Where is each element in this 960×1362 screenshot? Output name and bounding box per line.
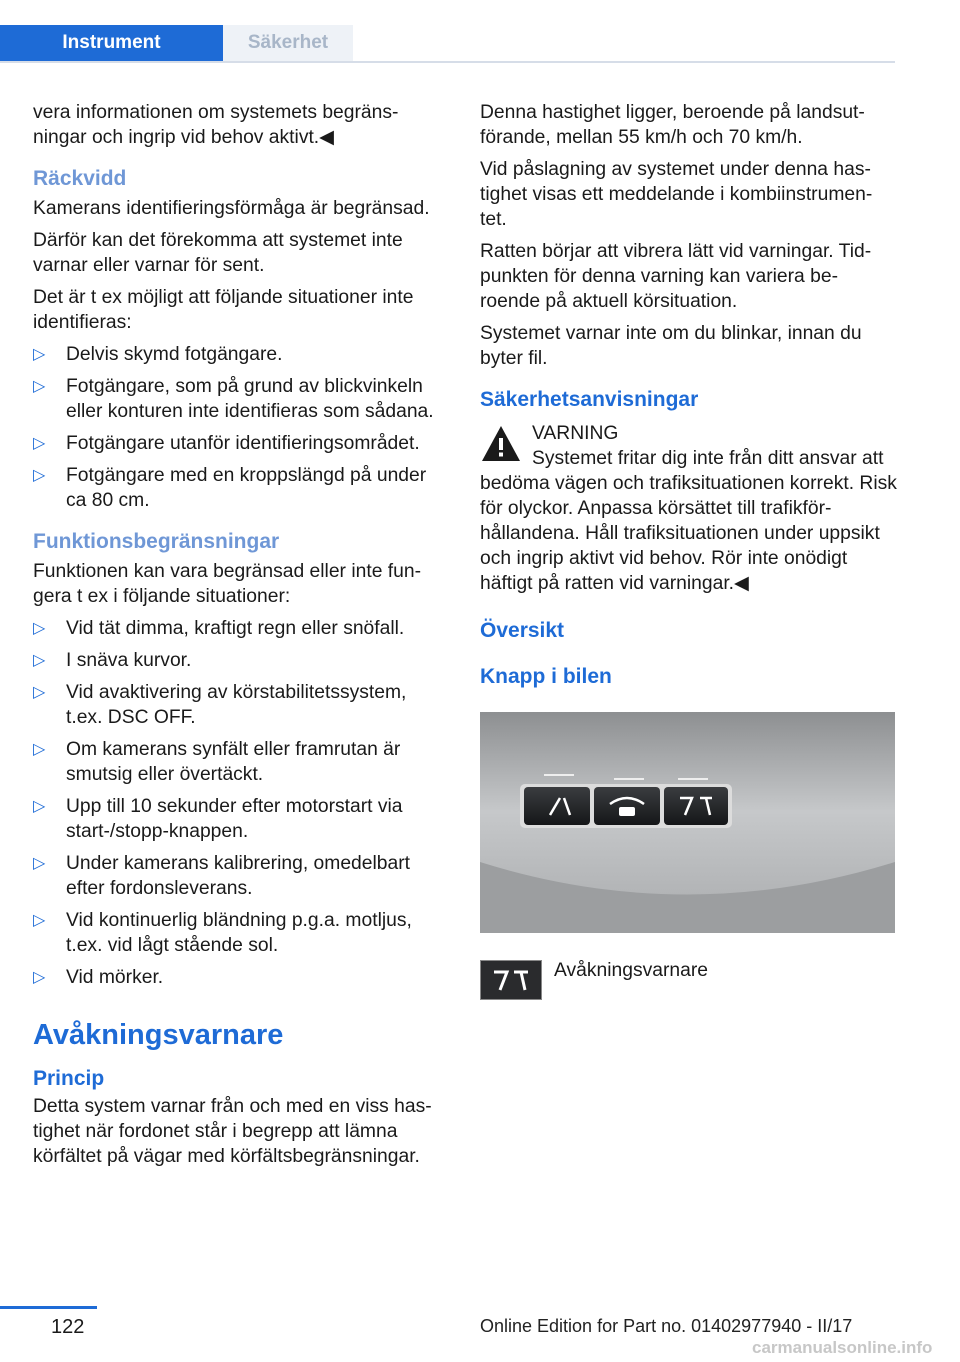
lane-departure-icon [480,960,542,1000]
legend-row [480,958,898,1000]
reach-paragraph-2: Därför kan det förekomma att systemet inte varnar eller varnar för sent. [33,230,403,276]
tab-instrument[interactable]: Instrument [0,25,223,61]
car-buttons-photo [480,712,895,933]
list-item: ▷ Fotgängare, som på grund av blickvinkeln eller konturen inte identifieras som sådana. [33,374,453,424]
overview-heading: Översikt [480,619,565,642]
page-number: 122 [51,1316,85,1338]
tab-sakerhet[interactable]: Säkerhet [223,25,353,61]
reach-paragraph-1: Kamerans identifieringsförmåga är begränsad. [33,198,430,219]
warning-text: Systemet fritar dig inte från ditt ansvar att bedöma vägen och trafiksituationen korrekt. Risk för olyckor. Anpassa körsättet till trafikför-hållandena. Håll trafiksituationen under uppsikt och ingrip aktivt vid behov. Rör inte onödigt häftigt på ratten vid varningar.◀ [480,448,897,594]
list-item: ▷ Fotgängare utanför identifieringsområdet. [33,431,445,456]
header-tabs [0,25,895,63]
left-column [33,100,445,1176]
speed-paragraph: Denna hastighet ligger, beroende på landsut-förande, mellan 55 km/h och 70 km/h. [480,102,865,148]
reach-paragraph-3: Det är t ex möjligt att följande situationer inte identifieras: [33,287,414,333]
list-item: ▷ Om kamerans synfält eller framrutan är smutsig eller övertäckt. [33,737,445,787]
list-item: ▷ Fotgängare med en kroppslängd på under ca 80 cm. [33,463,445,513]
warning-block [480,421,898,596]
principle-paragraph: Detta system varnar från och med en viss has-tighet när fordonet står i begrepp att lämna körfältet på vägar med körfältsbegränsningar. [33,1096,432,1167]
right-column [480,100,898,1000]
limits-bullet-list [33,616,445,990]
limits-heading: Funktionsbegränsningar [33,530,280,553]
section-heading: Avåkningsvarnare [33,1019,284,1051]
safety-heading: Säkerhetsanvisningar [480,388,699,411]
activation-paragraph: Vid påslagning av systemet under denna has-tighet visas ett meddelande i kombiinstrumen-tet. [480,159,873,230]
edition-text: Online Edition for Part no. 01402977940 - II/17 [480,1316,853,1336]
list-item: ▷ Upp till 10 sekunder efter motorstart via start-/stopp-knappen. [33,794,445,844]
list-item: ▷ Vid mörker. [33,965,445,990]
list-item: ▷ Vid kontinuerlig bländning p.g.a. motljus, t.ex. vid lågt stående sol. [33,908,445,958]
list-item: ▷ I snäva kurvor. [33,648,445,673]
reach-bullet-list [33,342,445,513]
reach-heading: Räckvidd [33,167,127,190]
blink-paragraph: Systemet varnar inte om du blinkar, innan du byter fil. [480,323,862,369]
limits-paragraph: Funktionen kan vara begränsad eller inte fun-gera t ex i följande situationer: [33,561,422,607]
list-item: ▷ Under kamerans kalibrering, omedelbart efter fordonsleverans. [33,851,445,901]
footer-accent-line [0,1306,97,1309]
vibrate-paragraph: Ratten börjar att vibrera lätt vid varningar. Tid-punkten för denna varning kan variera be-roende på aktuell körsituation. [480,241,872,312]
warning-triangle-icon [480,423,522,465]
intro-paragraph: vera informationen om systemets begräns-ningar och ingrip vid behov aktivt.◀ [33,102,399,148]
list-item: ▷ Vid tät dimma, kraftigt regn eller snöfall. [33,616,445,641]
watermark: carmanualsonline.info [752,1338,933,1357]
legend-label: Avåkningsvarnare [554,960,708,981]
button-heading: Knapp i bilen [480,665,612,688]
principle-heading: Princip [33,1067,105,1090]
list-item: ▷ Delvis skymd fotgängare. [33,342,445,367]
list-item: ▷ Vid avaktivering av körstabilitetssystem, t.ex. DSC OFF. [33,680,445,730]
warning-label: VARNING [532,423,619,444]
